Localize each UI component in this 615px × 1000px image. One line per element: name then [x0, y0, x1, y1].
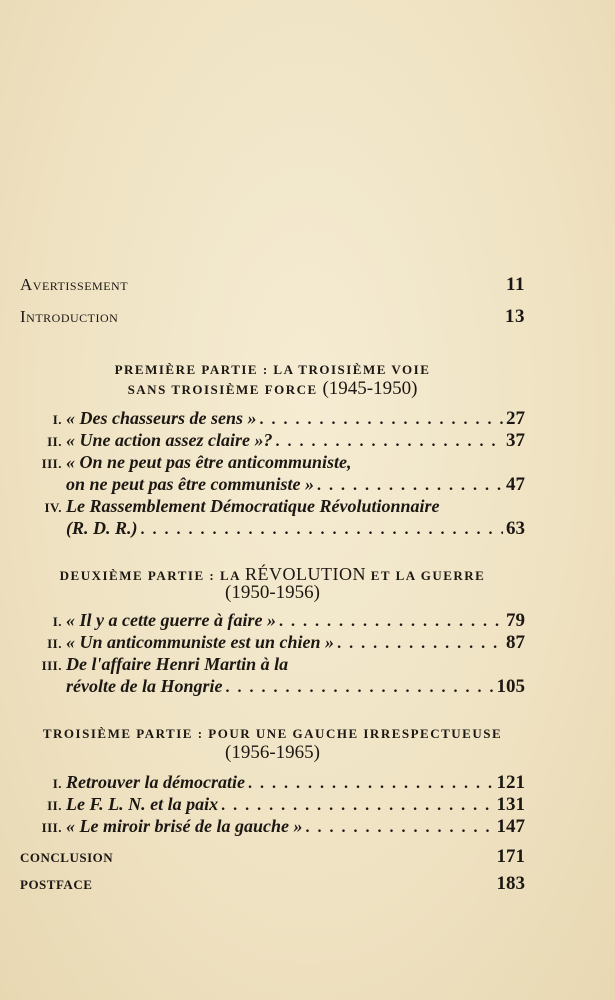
toc-avertissement — [20, 274, 525, 296]
chapter-page: 147 — [496, 816, 525, 837]
toc-chapter — [20, 632, 525, 654]
toc-label: Introduction — [20, 307, 119, 326]
dot-leader — [141, 521, 504, 539]
chapter-number: II. — [47, 636, 62, 651]
toc-chapter — [20, 794, 525, 816]
chapter-page: 47 — [506, 474, 525, 495]
toc-page-number: 13 — [505, 306, 525, 327]
chapter-title-continued: révolte de la Hongrie — [66, 676, 223, 696]
part-title: PREMIÈRE PARTIE : LA TROISIÈME VOIE — [114, 362, 431, 377]
chapter-title-continued: on ne peut pas être communiste » — [66, 474, 315, 494]
chapter-number: IV. — [44, 500, 62, 515]
chapter-page: 121 — [496, 772, 525, 793]
toc-page-number: 183 — [496, 873, 525, 894]
chapter-number: I. — [52, 776, 62, 791]
part-heading — [20, 362, 525, 378]
part-heading-line2 — [20, 378, 525, 400]
chapter-number: II. — [47, 434, 62, 449]
part-years-line — [20, 742, 525, 764]
chapter-title: « Le miroir brisé de la gauche » — [66, 816, 303, 836]
chapter-page: 27 — [506, 408, 525, 429]
part-subtitle: SANS TROISIÈME FORCE — [127, 382, 318, 397]
dot-leader — [248, 775, 494, 793]
toc-chapter — [20, 610, 525, 632]
part-years: (1950-1956) — [225, 582, 320, 603]
toc-conclusion — [20, 846, 525, 868]
dot-leader — [260, 411, 503, 429]
dot-leader — [337, 635, 503, 653]
chapter-title: De l'affaire Henri Martin à la — [66, 654, 289, 674]
chapter-title: « Des chasseurs de sens » — [66, 408, 257, 428]
toc-chapter — [20, 452, 525, 496]
chapter-number: I. — [52, 412, 62, 427]
part-years-line — [20, 582, 525, 604]
chapter-title: « Un anticommuniste est un chien » — [66, 632, 335, 652]
toc-chapter — [20, 654, 525, 698]
dot-leader — [306, 819, 494, 837]
toc-label: POSTFACE — [20, 877, 93, 892]
toc-label: CONCLUSION — [20, 850, 114, 865]
toc-chapter — [20, 496, 525, 540]
part-title-emphasis: RÉVOLUTION — [245, 564, 367, 584]
toc-chapter — [20, 816, 525, 838]
chapter-number: I. — [52, 614, 62, 629]
chapter-page: 79 — [506, 610, 525, 631]
toc-page-number: 171 — [496, 846, 525, 867]
chapter-page: 37 — [506, 430, 525, 451]
toc-page-number: 11 — [506, 274, 525, 295]
chapter-page: 105 — [496, 676, 525, 697]
chapter-title-continued: (R. D. R.) — [66, 518, 138, 538]
part-title: DEUXIÈME PARTIE : LA — [59, 568, 241, 583]
part-heading — [20, 726, 525, 742]
toc-chapter — [20, 772, 525, 794]
chapter-number: III. — [41, 820, 62, 835]
chapter-title: Le F. L. N. et la paix — [66, 794, 219, 814]
dot-leader — [221, 797, 493, 815]
chapter-title: « Il y a cette guerre à faire » — [66, 610, 276, 630]
dot-leader — [279, 613, 503, 631]
toc-chapter — [20, 408, 525, 430]
dot-leader — [276, 433, 504, 451]
chapter-title: Le Rassemblement Démocratique Révolutionnaire — [66, 496, 440, 516]
chapter-number: II. — [47, 798, 62, 813]
part-years: (1956-1965) — [225, 742, 320, 763]
toc-introduction — [20, 306, 525, 328]
toc-postface — [20, 873, 525, 895]
chapter-number: III. — [41, 456, 62, 471]
dot-leader — [225, 679, 493, 697]
chapter-title: « On ne peut pas être anticommuniste, — [66, 452, 352, 472]
toc-label: Avertissement — [20, 275, 129, 294]
part-title-end: ET LA GUERRE — [370, 568, 486, 583]
part-title: TROISIÈME PARTIE : POUR UNE GAUCHE IRRESPECTUEUSE — [42, 726, 503, 741]
chapter-page: 87 — [506, 632, 525, 653]
chapter-page: 63 — [506, 518, 525, 539]
part-years: (1945-1950) — [322, 378, 418, 399]
chapter-number: III. — [41, 658, 62, 673]
dot-leader — [317, 477, 503, 495]
chapter-title: « Une action assez claire »? — [66, 430, 273, 450]
chapter-page: 131 — [496, 794, 525, 815]
chapter-title: Retrouver la démocratie — [66, 772, 245, 792]
toc-chapter — [20, 430, 525, 452]
